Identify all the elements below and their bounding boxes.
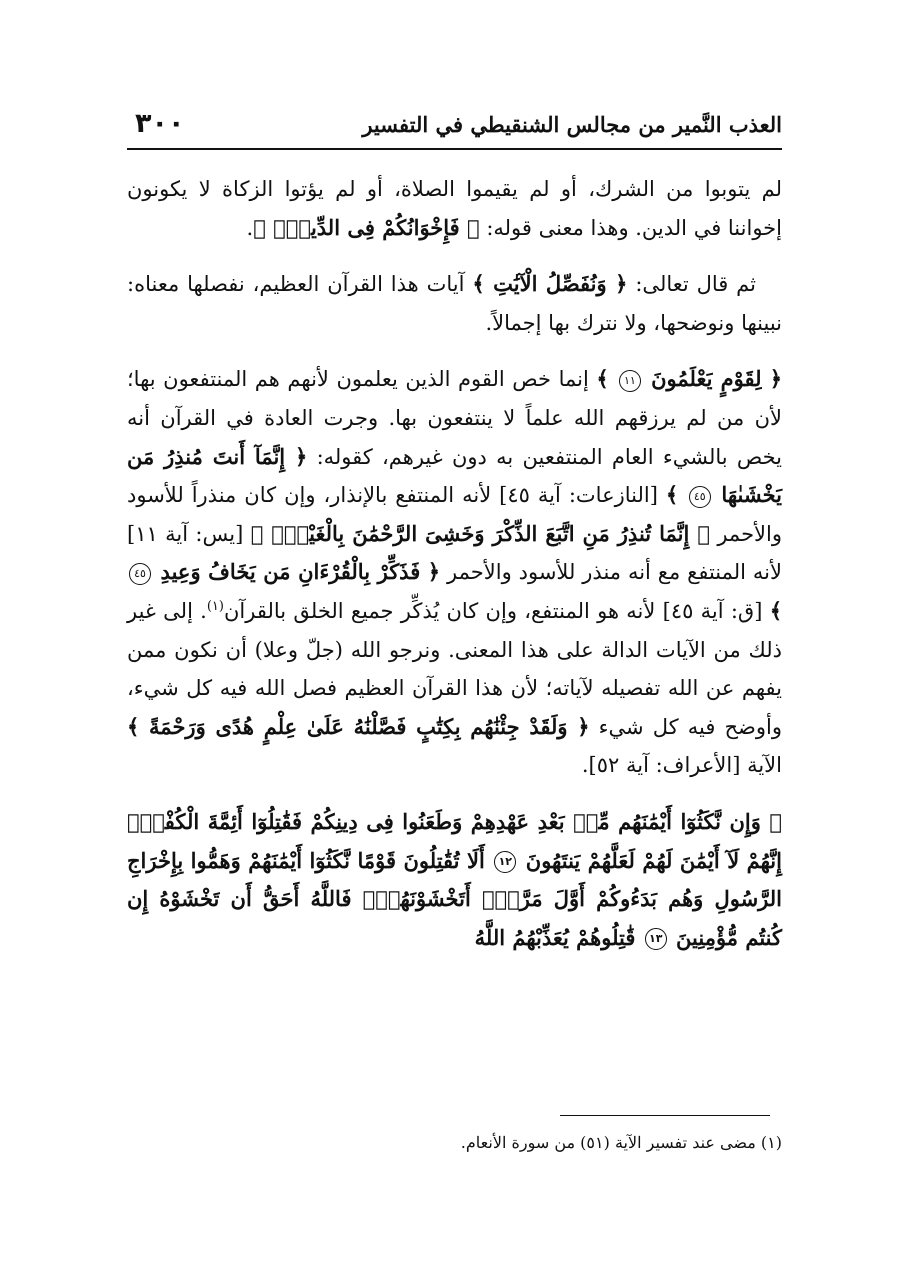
ayah-number-mark: ٤٥ — [129, 563, 151, 585]
ayah-number-mark: ٤٥ — [689, 486, 711, 508]
footnote-divider — [560, 1115, 770, 1116]
verse-text: قَٰتِلُوهُمْ يُعَذِّبْهُمُ اللَّهُ — [474, 924, 643, 950]
ayah-number-mark: ١٢ — [494, 851, 516, 873]
footnote-reference[interactable]: (١) — [206, 598, 224, 614]
quran-quote: ﴿ إِنَّمَآ أَنتَ مُنذِرُ مَن يَخْشَىٰهَا — [127, 443, 782, 508]
ayah-number-mark: ١١ — [619, 370, 641, 392]
paragraph-3 — [127, 360, 782, 785]
quran-quote-close: ﴾ — [769, 597, 782, 623]
main-text — [127, 170, 782, 975]
text-segment: لم يتوبوا من الشرك، أو لم يقيموا الصلاة، أو لم يؤتوا الزكاة لا يكونون إخواننا في الدين. وهذا معنى قوله: — [127, 177, 782, 240]
text-segment: [يس: آية ١١] لأنه المنتفع مع أنه منذر للأسود والأحمر — [127, 521, 783, 585]
footnote-1: (١) مضى عند تفسير الآية (٥١) من سورة الأنعام. — [460, 1133, 782, 1152]
text-segment: الآية [الأعراف: آية ٥٢]. — [581, 753, 782, 778]
text-segment: ثم قال تعالى: — [627, 272, 756, 297]
quran-quote: ﴿ فَذَكِّرْ بِالْقُرْءَانِ مَن يَخَافُ وَعِيدِ — [153, 559, 441, 585]
quran-quote-close: ﴾ — [665, 482, 687, 508]
verse-text: ﴿ وَإِن نَّكَثُوٓا أَيْمَٰنَهُم مِّنۢ بَعْدِ عَهْدِهِمْ وَطَعَنُوا فِى دِينِكُمْ فَقَٰتِلُوٓا أَئِمَّةَ الْكُفْرِۙ إِنَّهُمْ لَآ أَيْمَٰنَ لَهُمْ لَعَلَّهُمْ يَنتَهُونَ — [127, 808, 782, 873]
paragraph-2 — [127, 265, 782, 342]
quran-quote: ﴿ وَلَقَدْ جِئْنَٰهُم بِكِتَٰبٍ فَصَّلْنَٰهُ عَلَىٰ عِلْمٍ هُدًى وَرَحْمَةً ﴾ — [127, 713, 590, 739]
text-segment: إنما خص القوم الذين يعلمون لأنهم هم المنتفعون بها؛ لأن من لم يرزقهم الله علماً لا ينتفعون بها. وجرت العادة في القرآن أنه يخص بالشيء العام المنتفعين به دون غيرهم، كقوله: — [127, 367, 782, 469]
text-segment: [النازعات: آية ٤٥] لأنه المنتفع بالإنذار، وإن كان منذراً للأسود والأحمر — [127, 483, 782, 546]
quran-quote: ﴿ لِقَوْمٍ يَعْلَمُونَ — [642, 366, 782, 392]
verse-text: أَلَا تُقَٰتِلُونَ قَوْمًا نَّكَثُوٓا أَيْمَٰنَهُمْ وَهَمُّوا بِإِخْرَاجِ الرَّسُولِ وَهُم بَدَءُوكُمْ أَوَّلَ مَرَّةٍۚ أَتَخْشَوْنَهُمْۚ فَاللَّهُ أَحَقُّ أَن تَخْشَوْهُ إِن كُنتُم مُّؤْمِنِينَ — [127, 847, 782, 950]
quran-quote: ﴿ وَنُفَصِّلُ الْآيَٰتِ ﴾ — [472, 271, 628, 297]
text-segment: . — [246, 215, 254, 240]
text-segment: . إلى غير ذلك من الآيات الدالة على هذا المعنى. ونرجو الله (جلّ وعلا) أن نكون ممن يفهم عن الله تفصيله لآياته؛ لأن هذا القرآن العظيم فصل الله فيه كل شيء، وأوضح فيه كل شيء — [127, 598, 782, 739]
ayah-number-mark: ١٣ — [645, 928, 667, 950]
page-number: ٣٠٠ — [135, 108, 185, 139]
text-segment: آيات هذا القرآن العظيم، نفصلها معناه: نبينها ونوضحها، ولا نترك بها إجمالاً. — [127, 272, 782, 335]
quran-quote: ﴿ فَإِخْوَانُكُمْ فِى الدِّينِۗ ﴾ — [253, 214, 480, 240]
quran-quote: ﴿ إِنَّمَا تُنذِرُ مَنِ اتَّبَعَ الذِّكْرَ وَخَشِىَ الرَّحْمَٰنَ بِالْغَيْبِۖ ﴾ — [250, 520, 710, 546]
text-segment: [ق: آية ٤٥] لأنه هو المنتفع، وإن كان يُذكِّر جميع الخلق بالقرآن — [223, 598, 770, 623]
running-header — [127, 108, 782, 150]
quran-quote-close: ﴾ — [596, 366, 617, 392]
quran-verse-block — [127, 803, 782, 957]
paragraph-1 — [127, 170, 782, 247]
book-title: العذب النَّمير من مجالس الشنقيطي في التفسير — [362, 112, 782, 137]
